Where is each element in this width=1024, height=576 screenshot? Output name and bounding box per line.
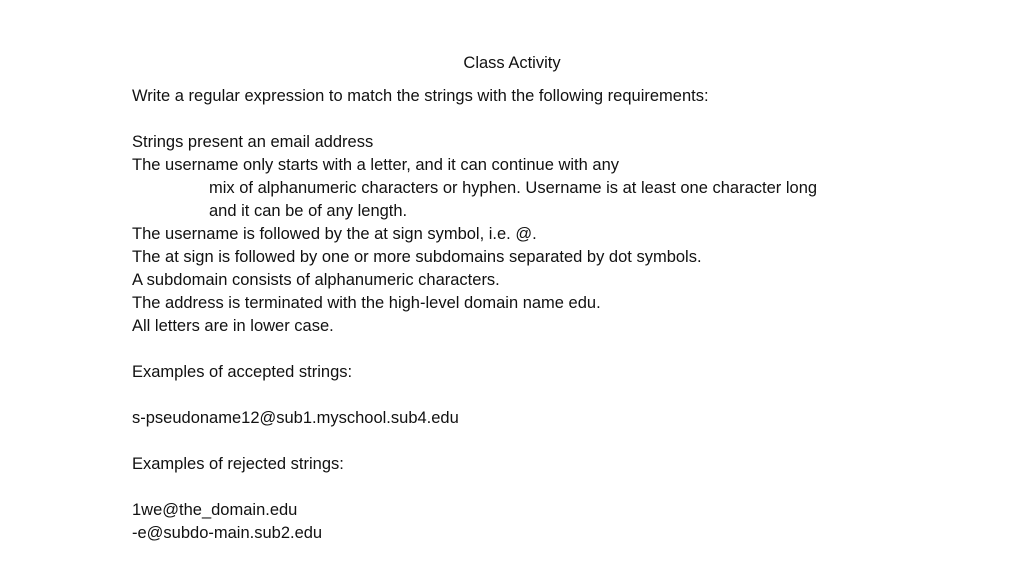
rejected-example: -e@subdo-main.sub2.edu	[132, 524, 323, 542]
slide-content	[132, 85, 992, 545]
rejected-example: 1we@the_domain.edu	[132, 501, 298, 519]
spacer	[132, 338, 992, 361]
prompt-text: Write a regular expression to match the strings with the following requirements:	[132, 87, 709, 105]
spacer	[132, 108, 992, 131]
accepted-example: s-pseudoname12@sub1.myschool.sub4.edu	[132, 409, 459, 427]
requirement-line-continued: and it can be of any length.	[209, 202, 408, 220]
requirement-line-continued: mix of alphanumeric characters or hyphen. Username is at least one character long	[209, 179, 818, 197]
requirement-line: The at sign is followed by one or more subdomains separated by dot symbols.	[132, 248, 702, 266]
requirement-line: The username is followed by the at sign symbol, i.e. @.	[132, 225, 537, 243]
slide-title: Class Activity	[463, 54, 561, 72]
spacer	[132, 476, 992, 499]
requirement-line: The username only starts with a letter, and it can continue with any	[132, 156, 620, 174]
requirement-line: The address is terminated with the high-level domain name edu.	[132, 294, 601, 312]
requirement-line: A subdomain consists of alphanumeric characters.	[132, 271, 500, 289]
requirement-line: All letters are in lower case.	[132, 317, 334, 335]
spacer	[132, 430, 992, 453]
requirement-line: Strings present an email address	[132, 133, 374, 151]
rejected-heading: Examples of rejected strings:	[132, 455, 344, 473]
accepted-heading: Examples of accepted strings:	[132, 363, 353, 381]
spacer	[132, 384, 992, 407]
